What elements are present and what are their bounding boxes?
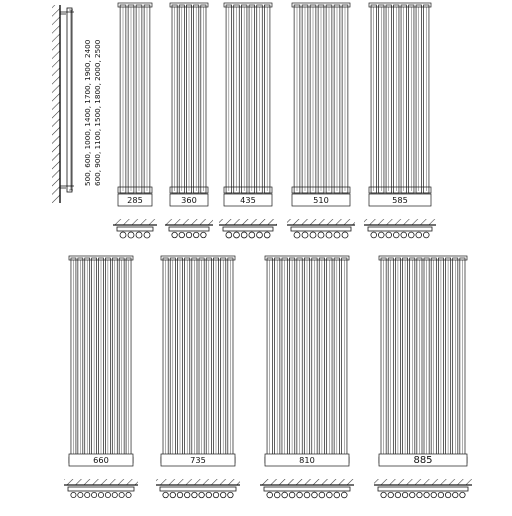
plan-tube-circle: [257, 232, 263, 238]
plan-wall-hatch: [219, 219, 277, 225]
plan-wall-hatch: [364, 219, 436, 225]
plan-tube-circle: [172, 232, 177, 237]
plan-tube-circle: [326, 232, 332, 238]
plan-collector: [264, 487, 350, 491]
plan-tube-circle: [192, 492, 197, 497]
plan-tube-circle: [302, 232, 308, 238]
width-label: 285: [127, 195, 143, 205]
width-label: 585: [392, 195, 408, 205]
plan-collector: [368, 227, 432, 231]
plan-tube-circle: [341, 492, 347, 498]
plan-wall-hatch: [287, 219, 355, 225]
plan-tube-circle: [226, 232, 232, 238]
plan-wall-hatch: [165, 219, 213, 225]
heights-line-1: 500, 600, 1000, 1400, 1700, 1900, 2400: [83, 39, 92, 186]
plan-collector: [117, 227, 153, 231]
plan-tube-circle: [170, 492, 175, 497]
plan-tube-circle: [119, 492, 124, 497]
plan-tube-circle: [438, 492, 443, 497]
plan-tube-circle: [334, 492, 340, 498]
radiator-810: [260, 256, 354, 498]
plan-tube-circle: [453, 492, 458, 497]
heights-line-2: 600, 900, 1100, 1500, 1800, 2000, 2500: [93, 39, 102, 186]
plan-tube-circle: [310, 232, 316, 238]
plan-collector: [291, 227, 351, 231]
radiator-models: [64, 3, 472, 498]
plan-wall-hatch: [113, 219, 157, 225]
plan-collector: [160, 487, 236, 491]
plan-tube-circle: [393, 232, 399, 238]
plan-tube-circle: [228, 492, 233, 497]
plan-tube-circle: [395, 492, 400, 497]
plan-tube-circle: [386, 232, 392, 238]
radiator-585: [364, 3, 436, 238]
plan-tube-circle: [282, 492, 288, 498]
plan-tube-circle: [378, 232, 384, 238]
plan-tube-circle: [445, 492, 450, 497]
width-label: 360: [181, 195, 197, 205]
plan-tube-circle: [85, 492, 90, 497]
width-label: 510: [313, 195, 329, 205]
plan-tube-circle: [220, 492, 225, 497]
plan-tube-circle: [144, 232, 150, 238]
plan-tube-circle: [112, 492, 117, 497]
plan-tube-circle: [416, 232, 422, 238]
plan-tube-circle: [241, 232, 247, 238]
plan-tube-circle: [402, 492, 407, 497]
plan-tube-circle: [304, 492, 310, 498]
plan-tube-circle: [213, 492, 218, 497]
plan-tube-circle: [249, 232, 255, 238]
plan-tube-circle: [371, 232, 377, 238]
radiator-885: [374, 256, 472, 498]
plan-tube-circle: [186, 232, 191, 237]
width-label: 735: [190, 455, 206, 465]
plan-collector: [68, 487, 134, 491]
plan-tube-circle: [136, 232, 142, 238]
plan-tube-circle: [128, 232, 134, 238]
plan-tube-circle: [78, 492, 83, 497]
plan-tube-circle: [408, 232, 414, 238]
plan-tube-circle: [126, 492, 131, 497]
plan-wall-hatch: [64, 479, 138, 485]
plan-tube-circle: [318, 232, 324, 238]
plan-tube-circle: [120, 232, 126, 238]
plan-tube-circle: [417, 492, 422, 497]
plan-tube-circle: [98, 492, 103, 497]
plan-tube-circle: [199, 492, 204, 497]
plan-tube-circle: [297, 492, 303, 498]
plan-tube-circle: [319, 492, 325, 498]
plan-tube-circle: [294, 232, 300, 238]
wall-mount-side-view: [52, 5, 102, 203]
plan-tube-circle: [312, 492, 318, 498]
plan-tube-circle: [234, 232, 240, 238]
plan-tube-circle: [184, 492, 189, 497]
plan-tube-circle: [334, 232, 340, 238]
plan-tube-circle: [177, 492, 182, 497]
width-label: 435: [240, 195, 256, 205]
width-label: 810: [299, 455, 315, 465]
plan-wall-hatch: [374, 479, 472, 485]
wall-hatch: [52, 5, 60, 203]
width-label: 885: [413, 455, 433, 466]
plan-tube-circle: [71, 492, 76, 497]
radiator-285: [113, 3, 157, 238]
width-label: 660: [93, 455, 109, 465]
plan-tube-circle: [264, 232, 270, 238]
plan-tube-circle: [327, 492, 333, 498]
plan-tube-circle: [289, 492, 295, 498]
plan-tube-circle: [274, 492, 280, 498]
plan-tube-circle: [431, 492, 436, 497]
plan-tube-circle: [267, 492, 273, 498]
plan-tube-circle: [206, 492, 211, 497]
plan-tube-circle: [193, 232, 198, 237]
radiator-435: [219, 3, 277, 238]
plan-tube-circle: [201, 232, 206, 237]
plan-tube-circle: [381, 492, 386, 497]
radiator-660: [64, 256, 138, 498]
plan-tube-circle: [410, 492, 415, 497]
plan-tube-circle: [423, 232, 429, 238]
plan-wall-hatch: [260, 479, 354, 485]
plan-tube-circle: [179, 232, 184, 237]
plan-tube-circle: [401, 232, 407, 238]
plan-tube-circle: [388, 492, 393, 497]
plan-collector: [169, 227, 209, 231]
plan-tube-circle: [460, 492, 465, 497]
radiator-360: [165, 3, 213, 238]
plan-tube-circle: [424, 492, 429, 497]
plan-collector: [378, 487, 468, 491]
plan-collector: [223, 227, 273, 231]
radiator-510: [287, 3, 355, 238]
plan-tube-circle: [91, 492, 96, 497]
plan-tube-circle: [163, 492, 168, 497]
plan-wall-hatch: [156, 479, 240, 485]
radiator-735: [156, 256, 240, 498]
plan-tube-circle: [342, 232, 348, 238]
plan-tube-circle: [105, 492, 110, 497]
